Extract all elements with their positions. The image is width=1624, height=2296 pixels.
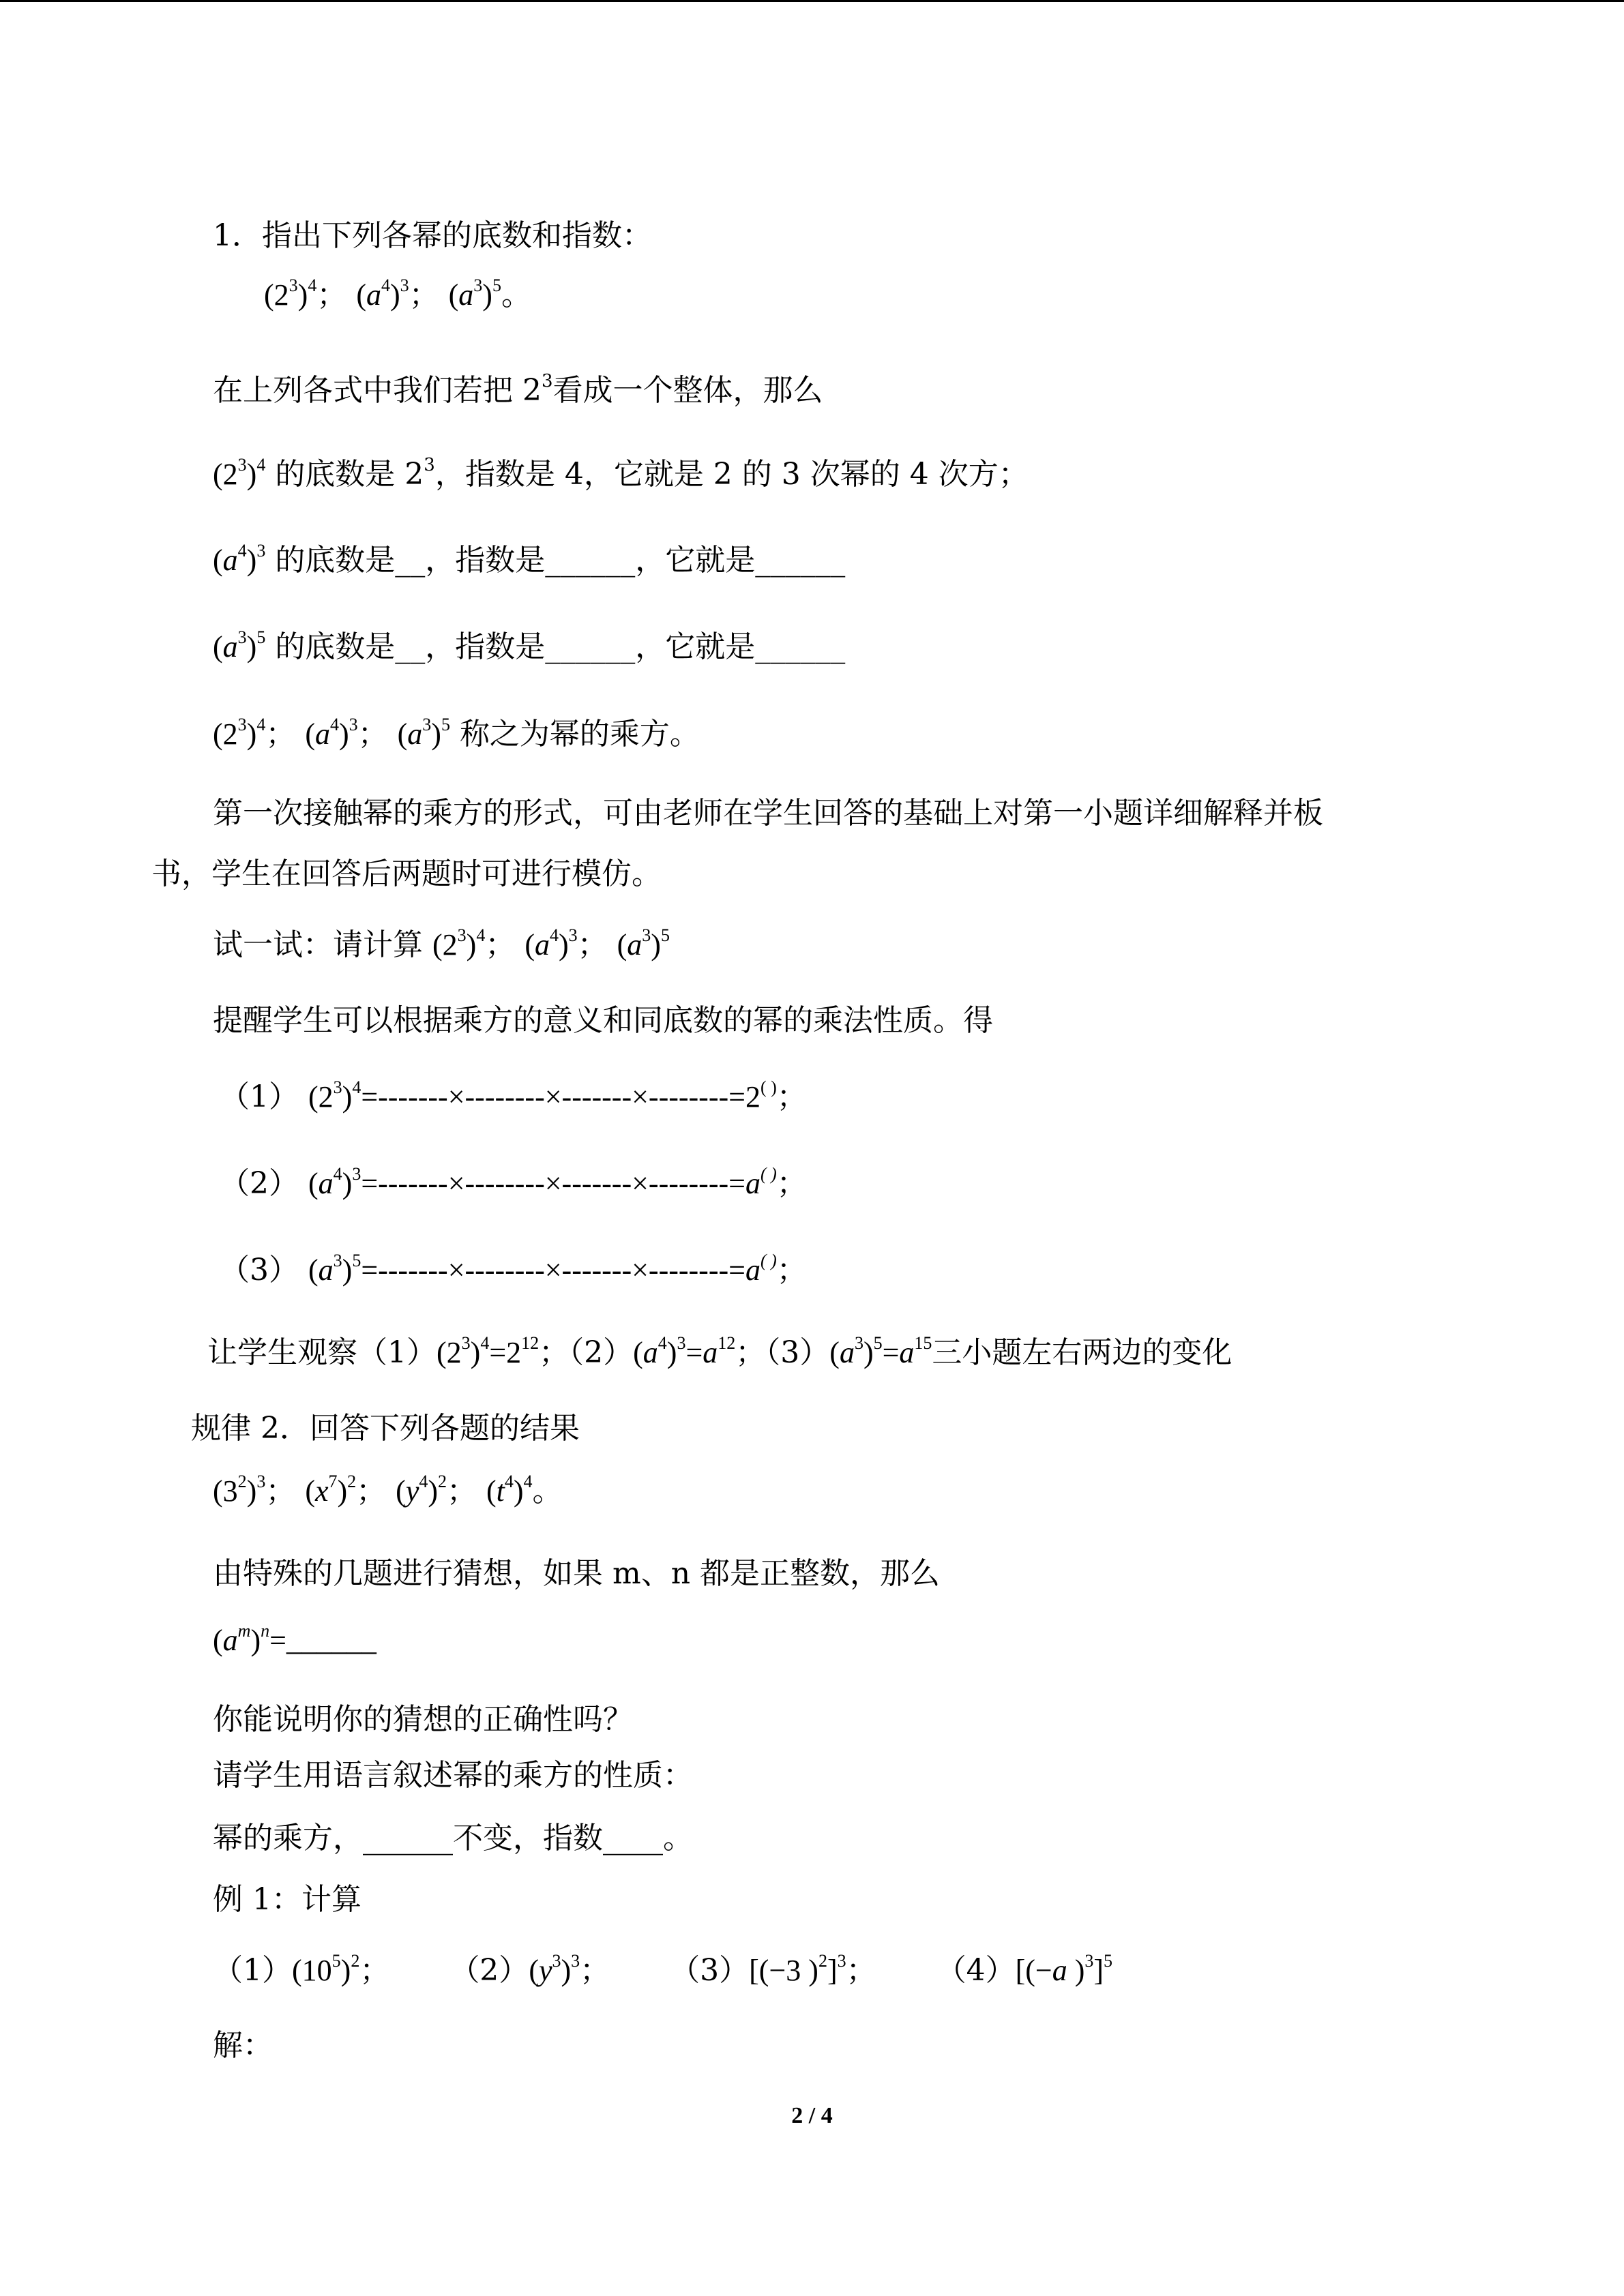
line-base-3: $(a^3)^5$ 的底数是__，指数是______，它就是______ [213,627,846,664]
question-2-expressions: $(3^2)^3$； $(x^7)^2$； $(y^4)^2$； $(t^4)^4$。 [213,1472,563,1508]
para-teach-line-1: 第一次接触幂的乘方的形式，可由老师在学生回答的基础上对第一小题详细解释并板 [213,796,1323,831]
expr-2-3-4: $(2^3)^4$ [264,275,317,312]
guess-line: 由特殊的几题进行猜想，如果 m、n 都是正整数，那么 [213,1556,941,1591]
observe-line: 让学生观察$(1)(2^3)^4=2^{12}$；$(2)(a^4)^3=a^{12}$；$(3)(a^3)^5=a^{15}$三小题左右两边的变化 [207,1333,1232,1370]
line-base-2: $(a^4)^3$ 的底数是__，指数是______，它就是______ [213,541,846,578]
example-items: $(1)(10^5)^2$； $(2)(y^3)^3$； （3）[(−3 )$^2$]$^3$； （4）[(−a )$^3$]$^5$ [213,1951,1113,1988]
expr-a-4-3: $(a^4)^3$ [213,541,266,577]
expr-a-4-3: $(a^4)^3$ [356,275,409,312]
step-3: （3） $(a^3)^5=-------\times--------\times-------\times--------=a^{( )}$； [220,1251,807,1287]
expr-a-3-5: $(a^3)^5$ [448,275,501,312]
line-base-1: $(2^3)^4$ 的底数是 $2^3$，指数是 4，它就是 2 的 3 次幂的 4 次方； [213,455,1029,492]
question-1-expressions: $(2^3)^4$； $(a^4)^3$； $(a^3)^5$。 [264,275,531,312]
line-call: $(2^3)^4$； $(a^4)^3$； $(a^3)^5$ 称之为幂的乘方。 [213,715,700,751]
remind-line: 提醒学生可以根据乘方的意义和同底数的幂的乘法性质。得 [213,1003,993,1038]
ask-line-2: 请学生用语言叙述幂的乘方的性质： [213,1758,693,1793]
expr-2-3-4: $(2^3)^4$ [213,455,266,491]
top-border [0,0,1624,2]
solution-label: 解： [213,2028,273,2063]
guess-formula: $(a^m)^n=\_\_\_\_\_\_$ [213,1621,377,1657]
question-1-title: 1．指出下列各幂的底数和指数： [213,218,652,253]
try-line: 试一试：请计算 $(2^3)^4$； $(a^4)^3$； $(a^3)^5$ [213,925,670,962]
ask-line: 你能说明你的猜想的正确性吗？ [213,1702,633,1737]
para-teach-line-2: 书，学生在回答后两题时可进行模仿。 [151,856,662,891]
rule-line: 幂的乘方，______不变，指数____。 [213,1821,693,1855]
para-whole: 在上列各式中我们若把 $2^3$看成一个整体，那么 [213,371,823,408]
example-title: 例 1：计算 [213,1882,361,1917]
expr-a-3-5: $(a^3)^5$ [213,627,266,664]
question-2-title: 规律 2．回答下列各题的结果 [191,1411,580,1446]
page-number: 2 / 4 [791,2103,833,2128]
step-1: （1） $(2^3)^4=-------\times--------\times-------\times--------=2^{( )}$； [220,1077,807,1114]
step-2: （2） $(a^4)^3=-------\times--------\times-------\times--------=a^{( )}$； [220,1164,807,1201]
